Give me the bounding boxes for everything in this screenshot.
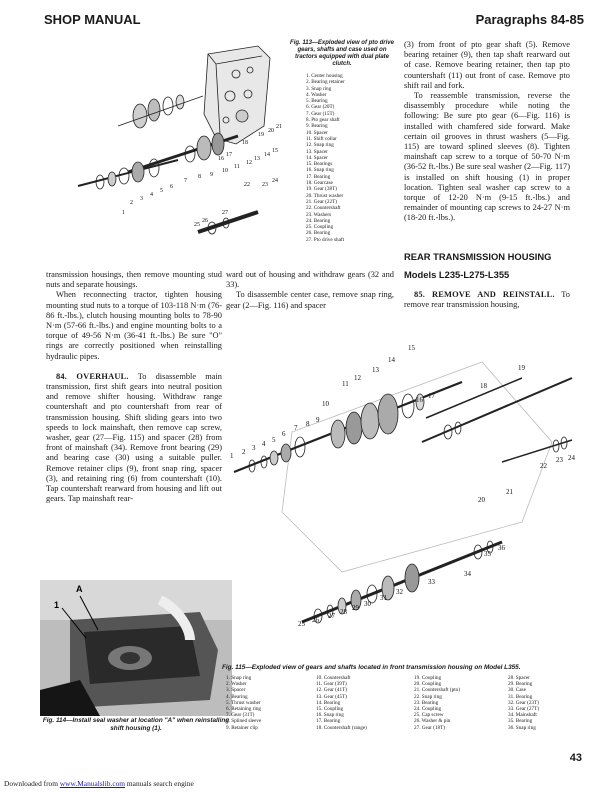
fig115-callout-28: 28 (340, 608, 347, 616)
fig115-legend-item: 10. Countershaft (316, 675, 351, 681)
fig115-callout-11: 11 (342, 380, 349, 388)
fig113-legend-item: 19. Gear (38T) (306, 186, 337, 193)
fig113-callout-9: 9 (210, 172, 213, 178)
running-header-right: Paragraphs 84-85 (475, 12, 584, 27)
fig115-exploded-view (222, 322, 592, 662)
fig115-legend-item: 19. Coupling (414, 675, 442, 681)
fig113-callout-2: 2 (130, 200, 133, 206)
fig113-legend-item: 8. Pto gear shaft (306, 117, 340, 124)
fig115-callout-26: 26 (312, 616, 319, 624)
fig113-callout-24: 24 (272, 178, 278, 184)
fig115-callout-2: 2 (242, 448, 246, 456)
fig113-legend-item: 26. Bearing (306, 230, 331, 237)
fig114-image (40, 580, 232, 716)
right-column-lower (404, 290, 570, 310)
fig113-legend-item: 9. Bearing (306, 123, 328, 130)
fig114-caption: Fig. 114—Install seal washer at location "A" when reinstalling shift housing (1). (42, 717, 230, 732)
fig115-legend-item: 29. Bearing (508, 681, 533, 688)
fig115-callout-13: 13 (372, 366, 379, 374)
left-column (46, 270, 222, 504)
fig113-legend-item: 14. Spacer (306, 154, 328, 161)
fig115-callout-27: 27 (328, 612, 335, 620)
footer (4, 779, 194, 788)
fig115-callout-8: 8 (306, 420, 310, 428)
fig113-legend-item: 7. Gear (15T) (306, 110, 335, 117)
section-85-para (404, 290, 570, 310)
right-para-1: (3) from front of pto gear shaft (5). Remove bearing retainer (9), then tap shaft rearward out of case. Remove bearing retainer, then tap pto countershaft (11) out front of case. Remove pto shift rail and fork. (404, 40, 570, 90)
fig113-caption: Fig. 113—Exploded view of pto drive gears, shafts and case used on tractors equipped with dual plate clutch. (290, 40, 394, 67)
section-84-heading: 84. OVERHAUL. (56, 371, 129, 381)
fig115-legend-item: 32. Gear (23T) (508, 699, 539, 706)
fig113-callout-18: 18 (242, 140, 248, 146)
fig115-legend-item: 2. Washer (226, 681, 247, 688)
fig115-legend-item: 16. Snap ring (316, 712, 344, 719)
footer-link[interactable]: www.Manualslib.com (59, 779, 126, 788)
fig115-legend-item: 22. Snap ring (414, 693, 442, 700)
fig115-legend-item: 26. Washer & pin (414, 718, 451, 725)
fig113-legend-item: 5. Bearing (306, 98, 328, 105)
fig113-callout-15: 15 (272, 148, 278, 154)
fig113-callout-23: 23 (262, 182, 268, 188)
fig115-callout-16: 16 (416, 396, 423, 404)
fig115-legend-col-3 (414, 675, 460, 731)
fig113-legend (306, 73, 400, 243)
fig115-callout-17: 17 (428, 392, 435, 400)
fig113-legend-item: 22. Countershaft (306, 205, 341, 212)
fig115-callout-23: 23 (556, 456, 563, 464)
fig113-callout-10: 10 (222, 168, 228, 174)
fig114-label-1: 1 (54, 600, 60, 610)
fig115-legend-item: 5. Thrust washer (226, 699, 261, 706)
fig115-legend-item: 35. Bearing (508, 718, 533, 725)
left-para-3 (46, 372, 222, 505)
fig115-caption: Fig. 115—Exploded view of gears and shafts located in front transmission housing on Model L355. (222, 664, 521, 671)
fig113-callout-12: 12 (246, 160, 252, 166)
page-number: 43 (569, 752, 582, 764)
fig113-legend-item: 17. Bearing (306, 173, 331, 180)
left-para-2: When reconnecting tractor, tighten housing mounting stud nuts to a torque of 103-118 N·m (76-86 ft.-lbs.), clutch housing mounting bolts to 78-90 N·m (57-66 ft.-lbs.) and engine mounting bolts to a torque of 49-56 N·m (36-41 ft.-lbs.) Be sure "O" rings are correctly positioned when reinstalling hydraulic pipes. (46, 290, 222, 361)
fig115-callout-32: 32 (396, 588, 403, 596)
right-column (404, 40, 570, 224)
fig115-legend-item: 11. Gear (39T) (316, 681, 347, 688)
fig115-drawing (222, 322, 592, 662)
fig115-legend-item: 33. Gear (27T) (508, 706, 539, 713)
fig113-callout-3: 3 (140, 196, 143, 202)
fig115-legend-item: 25. Cap screw (414, 712, 444, 719)
fig115-legend-item: 24. Coupling (414, 706, 442, 713)
fig113-callout-11: 11 (234, 164, 240, 170)
fig115-legend-item: 20. Coupling (414, 681, 442, 688)
fig113-legend-item: 1. Center housing (306, 73, 343, 79)
fig115-legend-item: 34. Mainshaft (508, 712, 537, 719)
fig113-drawing (58, 36, 290, 270)
fig115-callout-24: 24 (568, 454, 575, 462)
fig115-callout-22: 22 (540, 462, 547, 470)
fig113-callout-22: 22 (244, 182, 250, 188)
fig115-legend-item: 12. Gear (41T) (316, 687, 347, 694)
fig115-callout-5: 5 (272, 436, 276, 444)
fig113-legend-item: 23. Washers (306, 211, 332, 218)
fig113-legend-item: 3. Snap ring (306, 85, 332, 92)
fig115-legend-item: 23. Bearing (414, 699, 439, 706)
fig113-legend-item: 15. Bearings (306, 161, 333, 168)
fig113-callout-17: 17 (226, 152, 232, 158)
fig115-legend-item: 31. Bearing (508, 693, 533, 700)
fig115-legend-col-4 (508, 675, 539, 731)
fig115-legend-item: 9. Retainer clip (226, 724, 258, 731)
fig115-callout-35: 35 (484, 550, 491, 558)
fig115-callout-25: 25 (298, 620, 305, 628)
fig113-legend-item: 13. Spacer (306, 148, 328, 155)
fig115-callout-15: 15 (408, 344, 415, 352)
fig113-callout-7: 7 (184, 178, 187, 184)
fig113-callout-13: 13 (254, 156, 260, 162)
fig115-legend-item: 1. Snap ring (226, 675, 252, 681)
fig113-legend-item: 21. Gear (22T) (306, 198, 337, 205)
footer-suffix: manuals search engine (126, 779, 194, 788)
fig113-callout-21: 21 (276, 124, 282, 130)
fig113-callout-14: 14 (264, 152, 270, 158)
section-84-text: To disassemble main transmission, first shift gears into neutral position and remove shifter housing. Withdraw range countershaft and pto countershaft from rear of transmission housing. Shift sliding gears into two speeds to lock mainshaft, then remove cap screw, washer, gear (27—Fig. 115) and spacer (28) from front of mainshaft (34). Remove front bearing (29) and bearing case (30) using a suitable puller. Remove retainer clips (9), front snap ring, spacer (3), and retaining ring (6) from countershaft (10). Tap countershaft rearward from housing and lift out gears. Tap mainshaft rear- (46, 371, 222, 504)
fig113-legend-item: 20. Thrust washer (306, 192, 344, 199)
fig115-legend-item: 13. Gear (45T) (316, 693, 347, 700)
fig115-callout-21: 21 (506, 488, 513, 496)
fig115-callout-12: 12 (354, 374, 361, 382)
fig113-legend-item: 6. Gear (20T) (306, 104, 335, 111)
fig113-legend-item: 16. Snap ring (306, 167, 334, 174)
fig113-legend-item: 18. Gearcase (306, 180, 333, 187)
fig115-legend-item: 30. Case (508, 687, 526, 694)
fig113-callout-20: 20 (268, 128, 274, 134)
fig113-legend-item: 24. Bearing (306, 217, 331, 224)
fig115-callout-7: 7 (294, 424, 298, 432)
fig113-callout-5: 5 (160, 188, 163, 194)
fig115-legend-item: 17. Bearing (316, 718, 341, 725)
section-title: REAR TRANSMISSION HOUSING (404, 251, 552, 262)
fig115-callout-30: 30 (364, 600, 371, 608)
fig115-callout-36: 36 (498, 544, 505, 552)
fig115-callout-31: 31 (380, 594, 387, 602)
fig115-legend-item: 8. Splined sleeve (226, 718, 262, 725)
fig115-callout-6: 6 (282, 430, 286, 438)
fig115-callout-29: 29 (352, 604, 359, 612)
fig114-label-a: A (76, 584, 83, 594)
fig115-callout-33: 33 (428, 578, 435, 586)
fig113-callout-27: 27 (222, 210, 228, 216)
mid-para-2: To disassemble center case, remove snap ring, gear (2—Fig. 116) and spacer (226, 290, 394, 310)
fig115-callout-3: 3 (252, 444, 256, 452)
fig115-legend-item: 18. Countershaft (range) (316, 724, 367, 731)
fig115-legend-col-1 (226, 675, 261, 731)
footer-prefix: Downloaded from (4, 779, 58, 788)
fig113-legend-item: 2. Bearing retainer (306, 79, 345, 86)
right-para-2: To reassemble transmission, reverse the disassembly procedure while noting the following: Be sure pto gear (6—Fig. 116) is installed with chamfered side forward. Make certain oil grooves in thrust washers (5—Fig. 115) are toward splined sleeves (8). Tighten mainshaft cap screw to a torque of 50-70 N·m (36-52 ft.-lbs.) Be sure seal washer (2—Fig. 117) is installed on shift housing (1) in proper location. Tighten seal washer cap screw to a torque of 12-20 N·m (9-15 ft.-lbs.) and remainder of mounting cap screws to 24-27 N·m (18-20 ft.-lbs.). (404, 91, 570, 223)
fig113-legend-item: 27. Pto drive shaft (306, 236, 345, 243)
fig113-legend-item: 12. Snap ring (306, 142, 334, 149)
fig113-callout-26: 26 (202, 218, 208, 224)
fig113-callout-4: 4 (150, 192, 153, 198)
fig113-callout-6: 6 (170, 184, 173, 190)
left-para-1: transmission housings, then remove mounting stud nuts and separate housings. (46, 270, 222, 290)
fig115-legend-item: 21. Countershaft (pto) (414, 687, 460, 694)
mid-column (226, 270, 394, 311)
fig115-callout-1: 1 (230, 452, 234, 460)
fig115-legend-item: 28. Spacer (508, 675, 530, 681)
fig115-legend-col-2 (316, 675, 367, 731)
fig113-legend-item: 10. Spacer (306, 129, 328, 136)
fig113-callout-8: 8 (198, 174, 201, 180)
fig114-photo (40, 580, 232, 716)
fig115-callout-10: 10 (322, 400, 329, 408)
fig113-callout-25: 25 (194, 222, 200, 228)
fig115-legend-item: 6. Retaining ring (226, 706, 262, 713)
fig115-callout-9: 9 (316, 416, 320, 424)
fig115-legend-item: 4. Bearing (226, 693, 248, 700)
fig113-callout-1: 1 (122, 210, 125, 216)
fig113-legend-item: 4. Washer (306, 91, 327, 98)
fig115-legend-item: 14. Bearing (316, 699, 341, 706)
fig115-legend-item: 3. Spacer (226, 687, 246, 694)
fig115-legend-item: 36. Snap ring (508, 724, 536, 731)
fig113-exploded-view (58, 36, 290, 270)
section-85-heading: 85. REMOVE AND REINSTALL. (414, 290, 555, 299)
fig115-callout-18: 18 (480, 382, 487, 390)
fig113-legend-item: 11. Shift collar (306, 135, 337, 142)
fig115-callout-4: 4 (262, 440, 266, 448)
fig113-callout-19: 19 (258, 132, 264, 138)
running-header-left: SHOP MANUAL (44, 12, 141, 27)
fig115-callout-20: 20 (478, 496, 485, 504)
mid-para-1: ward out of housing and withdraw gears (32 and 33). (226, 270, 394, 290)
fig115-callout-19: 19 (518, 364, 525, 372)
fig115-legend-item: 27. Gear (18T) (414, 724, 445, 731)
fig113-callout-16: 16 (218, 156, 224, 162)
fig115-callout-34: 34 (464, 570, 471, 578)
fig115-legend-item: 7. Gear (31T) (226, 712, 255, 719)
fig113-legend-item: 25. Coupling (306, 224, 334, 231)
fig115-legend-item: 15. Coupling (316, 706, 344, 713)
section-85-text: To remove rear transmission housing, (404, 290, 570, 310)
fig115-callout-14: 14 (388, 356, 395, 364)
models-heading: Models L235-L275-L355 (404, 269, 510, 280)
